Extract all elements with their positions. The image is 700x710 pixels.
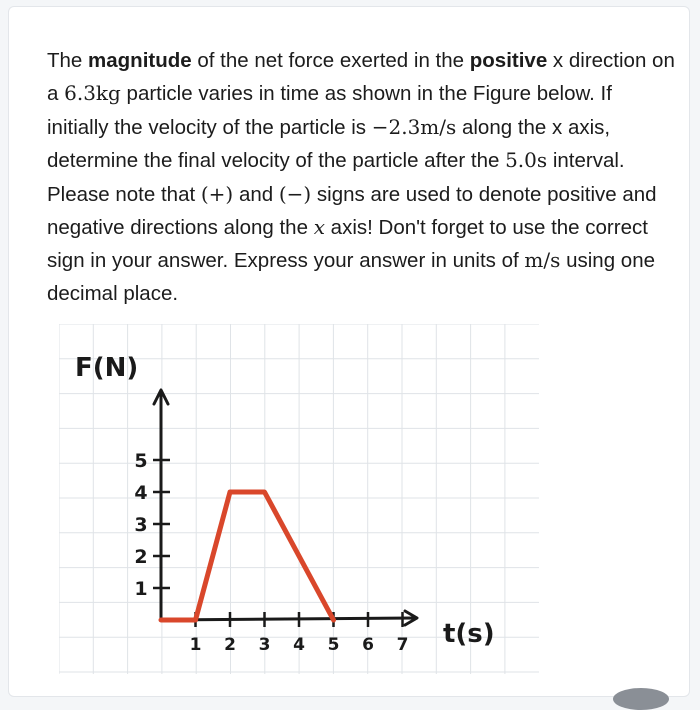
data-point — [160, 619, 163, 622]
data-point — [229, 491, 232, 494]
force-curve — [161, 492, 334, 620]
y-tick-label: 4 — [134, 482, 148, 504]
y-tick-label: 3 — [134, 514, 148, 536]
corner-indicator — [613, 688, 669, 710]
data-point — [194, 619, 197, 622]
data-point — [332, 619, 335, 622]
question-text: The magnitude of the net force exerted in the positive x direction on a 6.3kg particle varies in time as shown in the Figure below. If initially the velocity of the particle is −2.3m/s along the x axis, determine the final velocity of the particle after the 5.0s interval. Please note that (+) and (−) signs are used to denote positive and negative directions along the x axis! Don't forget to use the correct sign in your answer. Express your answer in units of m/s using one decimal place. — [47, 49, 675, 305]
x-tick-label: 2 — [224, 635, 236, 655]
data-point — [263, 491, 266, 494]
force-time-graph — [59, 324, 539, 674]
y-tick-label: 1 — [134, 578, 148, 600]
y-axis-label: F(N) — [75, 353, 139, 383]
y-tick-label: 2 — [134, 546, 148, 568]
x-tick-label: 6 — [362, 635, 374, 655]
question-card — [8, 6, 690, 697]
x-axis-label: t(s) — [443, 619, 495, 649]
x-tick-label: 5 — [327, 635, 340, 655]
x-axis — [161, 618, 415, 620]
x-tick-label: 4 — [293, 635, 305, 655]
x-tick-label: 3 — [258, 635, 271, 655]
x-tick-label: 7 — [396, 635, 409, 655]
force-time-chart — [59, 324, 539, 674]
x-tick-label: 1 — [189, 635, 202, 655]
y-tick-label: 5 — [134, 450, 148, 472]
